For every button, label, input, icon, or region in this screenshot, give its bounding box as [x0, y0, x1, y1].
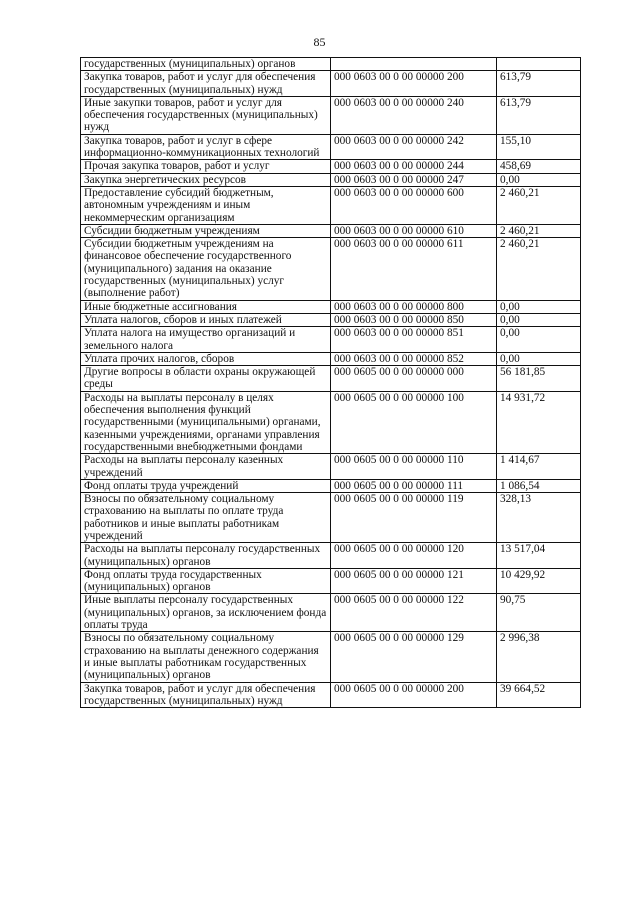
table-row — [81, 96, 581, 134]
row-code-cell: 000 0605 00 0 00 00000 129 — [331, 632, 497, 682]
row-name-cell: Расходы на выплаты персоналу казенных учреждений — [81, 454, 331, 480]
row-amount-cell: 90,75 — [497, 594, 581, 632]
table-row — [81, 186, 581, 224]
table-row — [81, 327, 581, 353]
table-row — [81, 454, 581, 480]
page-number: 85 — [313, 35, 326, 49]
row-amount-cell: 0,00 — [497, 327, 581, 353]
row-amount-cell: 2 996,38 — [497, 632, 581, 682]
row-name-cell: Прочая закупка товаров, работ и услуг — [81, 160, 331, 173]
row-amount-cell: 0,00 — [497, 300, 581, 313]
row-name-cell: Фонд оплаты труда государственных (муниципальных) органов — [81, 568, 331, 594]
row-code-cell: 000 0603 00 0 00 00000 240 — [331, 96, 497, 134]
row-code-cell: 000 0603 00 0 00 00000 600 — [331, 186, 497, 224]
row-amount-cell: 0,00 — [497, 313, 581, 326]
row-amount-cell: 0,00 — [497, 173, 581, 186]
row-name-cell: Иные закупки товаров, работ и услуг для обеспечения государственных (муниципальных) нужд — [81, 96, 331, 134]
row-code-cell: 000 0603 00 0 00 00000 851 — [331, 327, 497, 353]
row-name-cell: Закупка товаров, работ и услуг для обеспечения государственных (муниципальных) нужд — [81, 71, 331, 97]
row-code-cell: 000 0605 00 0 00 00000 110 — [331, 454, 497, 480]
table-row — [81, 682, 581, 708]
row-name-cell: Иные бюджетные ассигнования — [81, 300, 331, 313]
row-amount-cell: 458,69 — [497, 160, 581, 173]
row-code-cell: 000 0605 00 0 00 00000 119 — [331, 493, 497, 543]
row-name-cell: Уплата прочих налогов, сборов — [81, 352, 331, 365]
row-amount-cell: 1 086,54 — [497, 479, 581, 492]
table-row — [81, 71, 581, 97]
row-name-cell: Субсидии бюджетным учреждениям на финансовое обеспечение государственного (муниципального) задания на оказание государственных (муниципальных) услуг (выполнение работ) — [81, 238, 331, 300]
row-amount-cell: 10 429,92 — [497, 568, 581, 594]
row-amount-cell — [497, 58, 581, 71]
table-row — [81, 300, 581, 313]
table-row — [81, 173, 581, 186]
table-row — [81, 313, 581, 326]
row-name-cell: Субсидии бюджетным учреждениям — [81, 224, 331, 237]
row-code-cell: 000 0603 00 0 00 00000 610 — [331, 224, 497, 237]
row-name-cell: Уплата налога на имущество организаций и земельного налога — [81, 327, 331, 353]
row-name-cell: Закупка товаров, работ и услуг в сфере информационно-коммуникационных технологий — [81, 134, 331, 160]
row-code-cell: 000 0603 00 0 00 00000 850 — [331, 313, 497, 326]
row-amount-cell: 2 460,21 — [497, 238, 581, 300]
row-code-cell: 000 0605 00 0 00 00000 121 — [331, 568, 497, 594]
row-name-cell: Закупка товаров, работ и услуг для обеспечения государственных (муниципальных) нужд — [81, 682, 331, 708]
row-amount-cell: 155,10 — [497, 134, 581, 160]
row-name-cell: Расходы на выплаты персоналу в целях обеспечения выполнения функций государственными (муниципальными) органами, казенными учреждениями, органами управления государственными внебюджетными фондами — [81, 391, 331, 453]
row-amount-cell: 1 414,67 — [497, 454, 581, 480]
row-code-cell: 000 0605 00 0 00 00000 000 — [331, 366, 497, 392]
row-code-cell: 000 0603 00 0 00 00000 800 — [331, 300, 497, 313]
row-amount-cell: 328,13 — [497, 493, 581, 543]
row-code-cell: 000 0603 00 0 00 00000 242 — [331, 134, 497, 160]
row-amount-cell: 56 181,85 — [497, 366, 581, 392]
row-amount-cell: 2 460,21 — [497, 224, 581, 237]
row-name-cell: Взносы по обязательному социальному страхованию на выплаты денежного содержания и иные выплаты работникам государственных (муниципальных) органов — [81, 632, 331, 682]
table-row — [81, 352, 581, 365]
row-amount-cell: 14 931,72 — [497, 391, 581, 453]
row-amount-cell: 613,79 — [497, 71, 581, 97]
row-amount-cell: 2 460,21 — [497, 186, 581, 224]
row-name-cell: Предоставление субсидий бюджетным, автономным учреждениям и иным некоммерческим организациям — [81, 186, 331, 224]
row-code-cell: 000 0605 00 0 00 00000 120 — [331, 543, 497, 569]
table-row — [81, 58, 581, 71]
row-name-cell: Иные выплаты персоналу государственных (муниципальных) органов, за исключением фонда оплаты труда — [81, 594, 331, 632]
row-code-cell: 000 0603 00 0 00 00000 200 — [331, 71, 497, 97]
table-row — [81, 493, 581, 543]
row-code-cell: 000 0605 00 0 00 00000 200 — [331, 682, 497, 708]
row-name-cell: Взносы по обязательному социальному страхованию на выплаты по оплате труда работников и иные выплаты работникам учреждений — [81, 493, 331, 543]
table-row — [81, 543, 581, 569]
budget-table — [80, 57, 581, 708]
row-code-cell: 000 0605 00 0 00 00000 122 — [331, 594, 497, 632]
row-amount-cell: 0,00 — [497, 352, 581, 365]
row-name-cell: Уплата налогов, сборов и иных платежей — [81, 313, 331, 326]
table-row — [81, 160, 581, 173]
row-code-cell: 000 0603 00 0 00 00000 852 — [331, 352, 497, 365]
budget-table-body — [81, 58, 581, 708]
table-row — [81, 134, 581, 160]
table-row — [81, 391, 581, 453]
row-amount-cell: 39 664,52 — [497, 682, 581, 708]
row-name-cell: Расходы на выплаты персоналу государственных (муниципальных) органов — [81, 543, 331, 569]
table-row — [81, 224, 581, 237]
table-row — [81, 594, 581, 632]
row-code-cell: 000 0603 00 0 00 00000 247 — [331, 173, 497, 186]
table-row — [81, 479, 581, 492]
row-name-cell: государственных (муниципальных) органов — [81, 58, 331, 71]
row-code-cell: 000 0603 00 0 00 00000 244 — [331, 160, 497, 173]
table-row — [81, 366, 581, 392]
table-row — [81, 568, 581, 594]
row-code-cell: 000 0605 00 0 00 00000 111 — [331, 479, 497, 492]
row-amount-cell: 613,79 — [497, 96, 581, 134]
row-name-cell: Фонд оплаты труда учреждений — [81, 479, 331, 492]
table-row — [81, 632, 581, 682]
row-code-cell: 000 0603 00 0 00 00000 611 — [331, 238, 497, 300]
row-code-cell — [331, 58, 497, 71]
table-row — [81, 238, 581, 300]
row-code-cell: 000 0605 00 0 00 00000 100 — [331, 391, 497, 453]
row-amount-cell: 13 517,04 — [497, 543, 581, 569]
row-name-cell: Закупка энергетических ресурсов — [81, 173, 331, 186]
row-name-cell: Другие вопросы в области охраны окружающей среды — [81, 366, 331, 392]
